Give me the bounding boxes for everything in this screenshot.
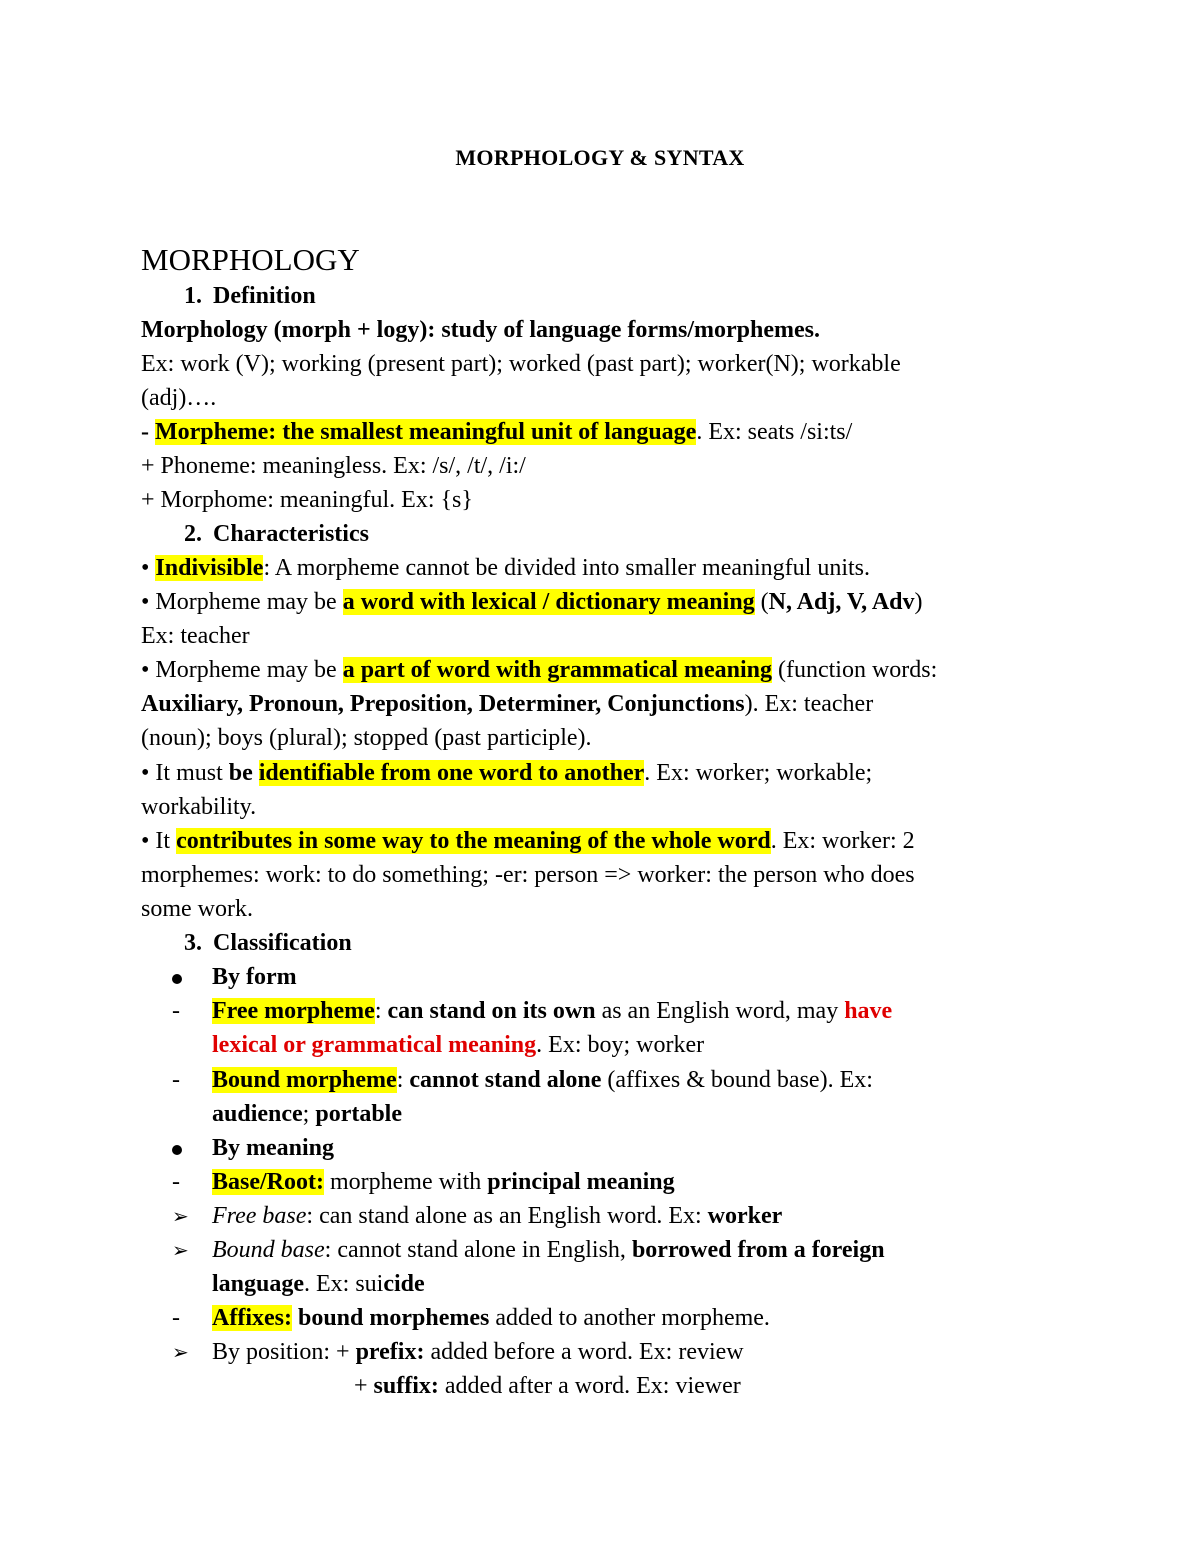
bound-example-portable: portable: [315, 1101, 403, 1127]
bound-morpheme-colon: :: [396, 1067, 410, 1093]
characteristic-identifiable: [141, 756, 872, 790]
function-word-list: Auxiliary, Pronoun, Preposition, Determiner, Conjunctions: [141, 691, 745, 717]
identifiable-example: . Ex: worker; workable;: [644, 760, 873, 786]
bullet-icon: •: [141, 760, 150, 786]
contributes-example: . Ex: worker: 2: [770, 828, 915, 854]
position-pre: By position: +: [212, 1339, 356, 1365]
suffix-text: added after a word. Ex: viewer: [438, 1373, 741, 1399]
suffix-line: [354, 1369, 741, 1403]
list-number: 3.: [184, 930, 202, 956]
indivisible-highlight: Indivisible: [155, 555, 264, 581]
phoneme-line: + Phoneme: meaningless. Ex: /s/, /t/, /i:/: [141, 453, 526, 479]
bound-base-line2: [212, 1267, 425, 1301]
grammatical-post: (function words:: [771, 657, 938, 683]
morphology-definition: Morphology (morph + logy): study of language forms/morphemes.: [141, 317, 820, 343]
suffix-plus: +: [354, 1373, 374, 1399]
characteristic-lexical: [141, 585, 923, 619]
bound-base-text: : cannot stand alone in English,: [324, 1237, 632, 1263]
morpheme-definition: [141, 415, 852, 449]
free-morpheme-highlight: Free morpheme: [212, 998, 375, 1024]
morphome-line: + Morphome: meaningful. Ex: {s}: [141, 487, 473, 513]
morpheme-highlight: Morpheme: the smallest meaningful unit of language: [155, 419, 697, 445]
bound-base-example: . Ex: sui: [304, 1271, 384, 1297]
identifiable-line2: workability.: [141, 794, 257, 820]
by-form-heading: By form: [212, 964, 297, 990]
contributes-line2: morphemes: work: to do something; -er: person => worker: the person who does: [141, 862, 915, 888]
bound-base-line1: [212, 1233, 885, 1267]
indivisible-text: : A morpheme cannot be divided into smaller meaningful units.: [263, 555, 871, 581]
bound-morpheme-line1: [212, 1063, 873, 1097]
characteristic-contributes: [141, 824, 915, 858]
section-heading-morphology: MORPHOLOGY: [141, 242, 360, 277]
grammatical-pre: Morpheme may be: [149, 657, 343, 683]
base-root-line: [212, 1165, 675, 1199]
bullet-dot-icon: [172, 1131, 182, 1165]
free-morpheme-line2: [212, 1028, 704, 1062]
heading-classification: [172, 926, 352, 960]
bound-morpheme-text: (affixes & bound base). Ex:: [601, 1067, 873, 1093]
dash-marker: -: [172, 998, 180, 1024]
lexical-paren-open: (: [754, 589, 769, 615]
free-base-line: [212, 1199, 782, 1233]
dash-marker: -: [172, 1169, 180, 1195]
bound-base-italic: Bound base: [212, 1237, 325, 1263]
bullet-icon: •: [141, 828, 150, 854]
free-base-italic: Free base: [212, 1203, 307, 1229]
free-morpheme-red-2: lexical or grammatical meaning: [212, 1032, 537, 1058]
grammatical-example: ). Ex: teacher: [744, 691, 874, 717]
identifiable-highlight: identifiable from one word to another: [258, 760, 645, 786]
definition-example-line2: (adj)….: [141, 385, 217, 411]
grammatical-highlight: a part of word with grammatical meaning: [342, 657, 772, 683]
base-root-bold: principal meaning: [487, 1169, 675, 1195]
affixes-highlight: Affixes:: [212, 1305, 292, 1331]
characteristic-indivisible: [141, 551, 870, 585]
contributes-pre: It: [149, 828, 177, 854]
arrow-bullet-icon: ➢: [172, 1340, 189, 1364]
free-morpheme-line1: [212, 994, 892, 1028]
bullet-icon: •: [141, 657, 150, 683]
heading-definition: [172, 279, 316, 313]
dash-marker: -: [141, 419, 155, 445]
bound-base-bold: borrowed from a foreign: [631, 1237, 885, 1263]
dash-marker: -: [172, 1067, 180, 1093]
free-morpheme-red: have: [844, 998, 893, 1024]
affixes-text: added to another morpheme.: [489, 1305, 770, 1331]
free-morpheme-colon: :: [374, 998, 388, 1024]
suffix-bold: suffix:: [373, 1373, 439, 1399]
definition-example-line1: Ex: work (V); working (present part); worked (past part); worker(N); workable: [141, 351, 901, 377]
morpheme-example: . Ex: seats /si:ts/: [696, 419, 853, 445]
grammatical-line3: (noun); boys (plural); stopped (past participle).: [141, 725, 592, 751]
bullet-icon: •: [141, 589, 150, 615]
dash-marker: -: [172, 1305, 180, 1331]
prefix-text: added before a word. Ex: review: [424, 1339, 744, 1365]
by-meaning-heading: By meaning: [212, 1135, 335, 1161]
free-base-example: worker: [707, 1203, 783, 1229]
bound-base-example-bold: cide: [383, 1271, 425, 1297]
free-base-text: : can stand alone as an English word. Ex:: [306, 1203, 708, 1229]
base-root-highlight: Base/Root:: [212, 1169, 324, 1195]
free-morpheme-example: . Ex: boy; worker: [536, 1032, 705, 1058]
free-morpheme-bold: can stand on its own: [387, 998, 596, 1024]
lexical-example: Ex: teacher: [141, 623, 250, 649]
lexical-paren-close: ): [914, 589, 923, 615]
base-root-text: morpheme with: [323, 1169, 488, 1195]
heading-text: Definition: [213, 283, 316, 309]
bound-base-bold-2: language: [212, 1271, 305, 1297]
bound-morpheme-highlight: Bound morpheme: [212, 1067, 397, 1093]
document-title: MORPHOLOGY & SYNTAX: [455, 145, 745, 170]
heading-text: Classification: [213, 930, 352, 956]
arrow-bullet-icon: ➢: [172, 1204, 189, 1228]
lexical-pre: Morpheme may be: [149, 589, 343, 615]
lexical-categories: N, Adj, V, Adv: [768, 589, 915, 615]
affixes-line: [212, 1301, 770, 1335]
contributes-highlight: contributes in some way to the meaning of the whole word: [176, 828, 771, 854]
identifiable-pre: It must: [149, 760, 229, 786]
list-number: 1.: [184, 283, 202, 309]
grammatical-line2: [141, 687, 873, 721]
bound-example-audience: audience: [212, 1101, 303, 1127]
bound-morpheme-line2: [212, 1097, 402, 1131]
identifiable-be: be: [228, 760, 259, 786]
free-morpheme-text: as an English word, may: [595, 998, 845, 1024]
bullet-dot-icon: [172, 960, 182, 994]
heading-text: Characteristics: [213, 521, 369, 547]
lexical-highlight: a word with lexical / dictionary meaning: [342, 589, 755, 615]
bullet-icon: •: [141, 555, 150, 581]
list-number: 2.: [184, 521, 202, 547]
characteristic-grammatical: [141, 653, 937, 687]
prefix-line: [212, 1335, 744, 1369]
contributes-line3: some work.: [141, 896, 253, 922]
bound-morpheme-bold: cannot stand alone: [409, 1067, 602, 1093]
affixes-bold: bound morphemes: [297, 1305, 490, 1331]
prefix-bold: prefix:: [355, 1339, 425, 1365]
arrow-bullet-icon: ➢: [172, 1238, 189, 1262]
bound-example-sep: ;: [302, 1101, 316, 1127]
heading-characteristics: [172, 517, 369, 551]
